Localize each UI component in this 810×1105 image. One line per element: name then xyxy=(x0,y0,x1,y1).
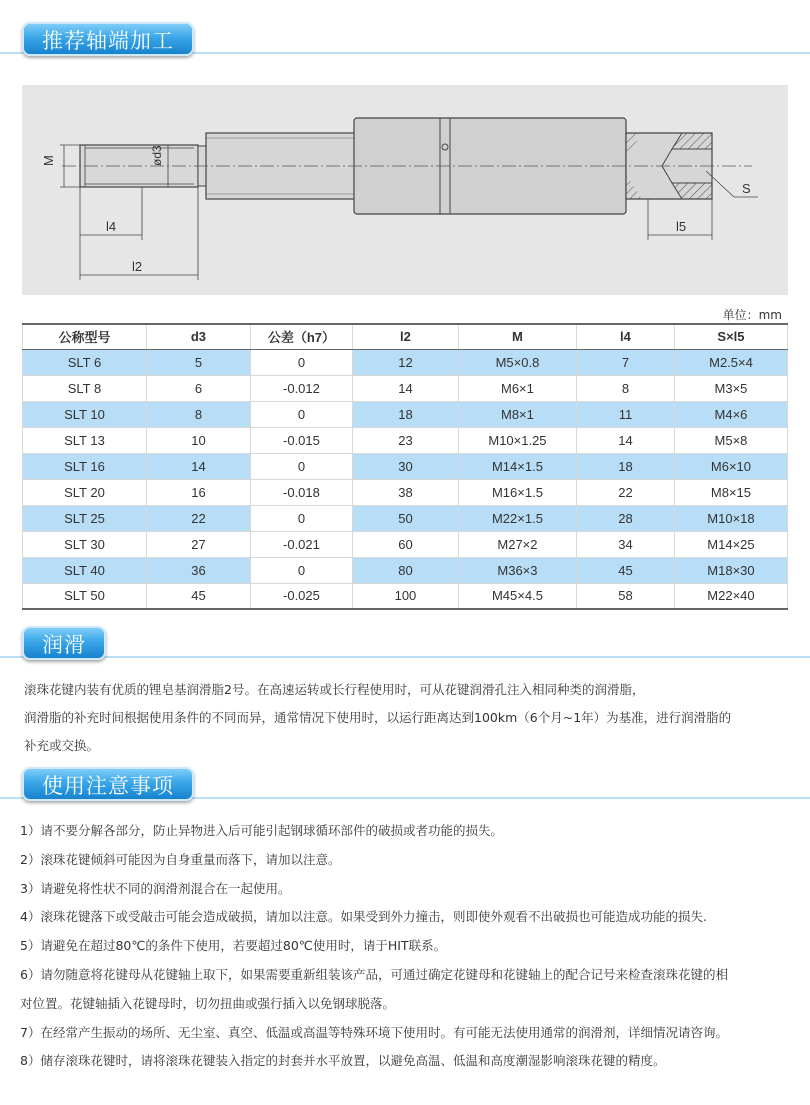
cell-tol-lower: -0.012 xyxy=(250,375,352,401)
section-divider xyxy=(0,656,810,658)
cell-d3: 8 xyxy=(146,401,250,427)
cell-l2: 23 xyxy=(352,427,458,453)
cell-l4: 45 xyxy=(576,557,674,583)
header-model: 公称型号 xyxy=(23,324,147,349)
cell-model: SLT 13 xyxy=(23,427,147,453)
label-S: S xyxy=(742,181,751,196)
cell-d3: 22 xyxy=(146,505,250,531)
cell-l2: 100 xyxy=(352,583,458,609)
table-row xyxy=(23,401,788,427)
cell-model: SLT 20 xyxy=(23,479,147,505)
cell-d3: 36 xyxy=(146,557,250,583)
list-item: 7）在经常产生振动的场所、无尘室、真空、低温或高温等特殊环境下使用时。有可能无法使用通常的润滑剂，详细情况请咨询。 xyxy=(20,1024,728,1040)
table-row xyxy=(23,375,788,401)
cell-tol-lower: -0.015 xyxy=(250,427,352,453)
cell-s-l5: M18×30 xyxy=(674,557,787,583)
list-item: 1）请不要分解各部分，防止异物进入后可能引起钢球循环部件的破损或者功能的损失。 xyxy=(20,823,503,838)
cell-M: M22×1.5 xyxy=(458,505,576,531)
table-header-row xyxy=(23,324,788,349)
cell-s-l5: M22×40 xyxy=(674,583,787,609)
cell-M: M45×4.5 xyxy=(458,583,576,609)
cell-l4: 34 xyxy=(576,531,674,557)
cell-l2: 60 xyxy=(352,531,458,557)
cell-s-l5: M5×8 xyxy=(674,427,787,453)
cell-M: M14×1.5 xyxy=(458,453,576,479)
precaution-list xyxy=(20,817,792,1076)
table-row xyxy=(23,531,788,557)
header-tolerance: 公差（h7） xyxy=(250,324,352,349)
cell-tol-upper: 0 xyxy=(250,401,352,427)
cell-model: SLT 50 xyxy=(23,583,147,609)
label-d3: ød3 xyxy=(150,145,164,166)
shaft-drawing xyxy=(22,85,788,295)
list-item: 2）滚珠花键倾斜可能因为自身重量而落下，请加以注意。 xyxy=(20,851,341,867)
cell-tol-lower: -0.025 xyxy=(250,583,352,609)
cell-M: M6×1 xyxy=(458,375,576,401)
cell-M: M36×3 xyxy=(458,557,576,583)
cell-s-l5: M8×15 xyxy=(674,479,787,505)
cell-tol-upper: 0 xyxy=(250,453,352,479)
cell-M: M8×1 xyxy=(458,401,576,427)
cell-l4: 18 xyxy=(576,453,674,479)
spec-table xyxy=(22,323,788,610)
cell-s-l5: M3×5 xyxy=(674,375,787,401)
cell-tol-lower: -0.021 xyxy=(250,531,352,557)
cell-l2: 18 xyxy=(352,401,458,427)
cell-tol-upper: 0 xyxy=(250,557,352,583)
cell-model: SLT 6 xyxy=(23,349,147,375)
cell-model: SLT 8 xyxy=(23,375,147,401)
cell-l4: 8 xyxy=(576,375,674,401)
cell-l4: 7 xyxy=(576,349,674,375)
list-item: 对位置。花键轴插入花键母时，切勿扭曲或强行插入以免钢球脱落。 xyxy=(20,995,396,1011)
cell-d3: 14 xyxy=(146,453,250,479)
lubrication-line: 补充或交换。 xyxy=(24,738,100,753)
cell-l4: 28 xyxy=(576,505,674,531)
cell-tol-lower: -0.018 xyxy=(250,479,352,505)
cell-d3: 5 xyxy=(146,349,250,375)
cell-l2: 14 xyxy=(352,375,458,401)
section-title-lubrication: 润滑 xyxy=(22,626,106,660)
cell-l4: 58 xyxy=(576,583,674,609)
header-l2: l2 xyxy=(352,324,458,349)
cell-d3: 6 xyxy=(146,375,250,401)
cell-s-l5: M2.5×4 xyxy=(674,349,787,375)
cell-model: SLT 30 xyxy=(23,531,147,557)
cell-s-l5: M10×18 xyxy=(674,505,787,531)
table-row xyxy=(23,349,788,375)
section-title-recommended: 推荐轴端加工 xyxy=(22,22,194,56)
cell-l4: 22 xyxy=(576,479,674,505)
cell-l2: 50 xyxy=(352,505,458,531)
cell-s-l5: M6×10 xyxy=(674,453,787,479)
table-row xyxy=(23,557,788,583)
cell-tol-upper: 0 xyxy=(250,505,352,531)
cell-M: M27×2 xyxy=(458,531,576,557)
cell-model: SLT 25 xyxy=(23,505,147,531)
cell-s-l5: M4×6 xyxy=(674,401,787,427)
header-s-l5: S×l5 xyxy=(674,324,787,349)
table-row xyxy=(23,479,788,505)
header-l4: l4 xyxy=(576,324,674,349)
lubrication-line: 滚珠花键内装有优质的锂皂基润滑脂2号。在高速运转或长行程使用时，可从花键润滑孔注入相同种类的润滑脂， xyxy=(24,682,645,697)
list-item: 4）滚珠花键落下或受敲击可能会造成破损，请加以注意。如果受到外力撞击，则即使外观看不出破损也可能造成功能的损失. xyxy=(20,909,707,925)
lubrication-text xyxy=(24,676,792,760)
cell-l2: 12 xyxy=(352,349,458,375)
cell-tol-upper: 0 xyxy=(250,349,352,375)
cell-l2: 30 xyxy=(352,453,458,479)
cell-l2: 38 xyxy=(352,479,458,505)
label-l5: l5 xyxy=(676,219,687,234)
cell-model: SLT 40 xyxy=(23,557,147,583)
cell-l2: 80 xyxy=(352,557,458,583)
shaft-drawing-svg xyxy=(22,85,788,295)
cell-s-l5: M14×25 xyxy=(674,531,787,557)
cell-M: M10×1.25 xyxy=(458,427,576,453)
cell-d3: 16 xyxy=(146,479,250,505)
list-item: 5）请避免在超过80℃的条件下使用，若要超过80℃使用时，请于HIT联系。 xyxy=(20,938,447,954)
cell-l4: 14 xyxy=(576,427,674,453)
table-row xyxy=(23,505,788,531)
cell-M: M5×0.8 xyxy=(458,349,576,375)
section-title-precautions: 使用注意事项 xyxy=(22,767,194,801)
lubrication-line: 润滑脂的补充时间根据使用条件的不同而异，通常情况下使用时，以运行距离达到100km（6个月~1年）为基准，进行润滑脂的 xyxy=(24,710,732,725)
cell-d3: 27 xyxy=(146,531,250,557)
label-l2: l2 xyxy=(132,259,143,274)
cell-d3: 10 xyxy=(146,427,250,453)
list-item: 3）请避免将性状不同的润滑剂混合在一起使用。 xyxy=(20,880,291,896)
label-M: M xyxy=(41,155,56,166)
cell-model: SLT 16 xyxy=(23,453,147,479)
unit-label: 单位：mm xyxy=(722,308,782,322)
cell-d3: 45 xyxy=(146,583,250,609)
label-l4: l4 xyxy=(106,219,117,234)
cell-M: M16×1.5 xyxy=(458,479,576,505)
list-item: 8）储存滚珠花键时，请将滚珠花键装入指定的封套并水平放置，以避免高温、低温和高度潮湿影响滚珠花键的精度。 xyxy=(20,1053,666,1069)
header-d3: d3 xyxy=(146,324,250,349)
table-row xyxy=(23,453,788,479)
cell-model: SLT 10 xyxy=(23,401,147,427)
list-item: 6）请勿随意将花键母从花键轴上取下，如果需要重新组装该产品，可通过确定花键母和花键轴上的配合记号来检查滚珠花键的相 xyxy=(20,966,728,982)
table-row xyxy=(23,427,788,453)
header-M: M xyxy=(458,324,576,349)
cell-l4: 11 xyxy=(576,401,674,427)
table-row xyxy=(23,583,788,609)
